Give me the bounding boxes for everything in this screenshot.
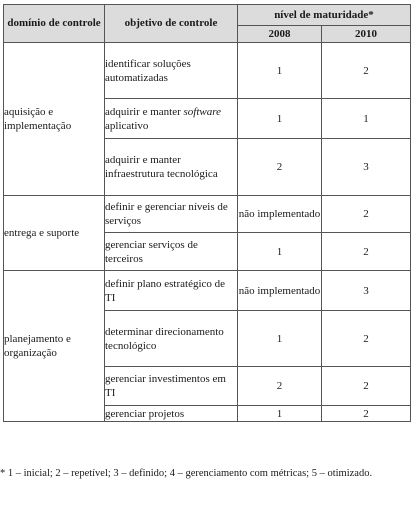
header-domain: domínio de controle xyxy=(4,5,105,43)
value-2010-cell: 2 xyxy=(322,406,411,422)
header-maturity: nível de maturidade* xyxy=(238,5,411,26)
header-objective: objetivo de controle xyxy=(105,5,238,43)
objective-cell: determinar direcionamento tecnológico xyxy=(105,311,238,367)
table-row xyxy=(4,43,411,99)
value-2010-cell: 2 xyxy=(322,367,411,406)
objective-cell: gerenciar investimentos em TI xyxy=(105,367,238,406)
footnote: * 1 – inicial; 2 – repetível; 3 – definido; 4 – gerenciamento com métricas; 5 – otimizado. xyxy=(0,468,373,479)
objective-cell: definir e gerenciar níveis de serviços xyxy=(105,196,238,233)
value-2008-cell: não implementado xyxy=(238,271,322,311)
maturity-table xyxy=(3,4,411,422)
value-2008-cell: 1 xyxy=(238,406,322,422)
value-2008-cell: não implementado xyxy=(238,196,322,233)
table-row xyxy=(4,196,411,233)
value-2010-cell: 1 xyxy=(322,99,411,139)
objective-text: adquirir e manter xyxy=(105,105,184,118)
objective-cell: gerenciar projetos xyxy=(105,406,238,422)
objective-cell: definir plano estratégico de TI xyxy=(105,271,238,311)
domain-cell: aquisição e implementação xyxy=(4,43,105,196)
value-2010-cell: 2 xyxy=(322,311,411,367)
value-2008-cell: 2 xyxy=(238,367,322,406)
table-row xyxy=(4,271,411,311)
objective-cell: gerenciar serviços de terceiros xyxy=(105,233,238,271)
value-2010-cell: 2 xyxy=(322,233,411,271)
objective-text: aplicativo xyxy=(105,119,149,132)
header-year-2008: 2008 xyxy=(238,26,322,43)
header-year-2010: 2010 xyxy=(322,26,411,43)
value-2010-cell: 2 xyxy=(322,43,411,99)
objective-cell: identificar soluções automatizadas xyxy=(105,43,238,99)
value-2008-cell: 2 xyxy=(238,139,322,196)
objective-italic-text: software xyxy=(183,105,221,118)
objective-cell: adquirir e manter infraestrutura tecnológica xyxy=(105,139,238,196)
objective-cell xyxy=(105,99,238,139)
value-2008-cell: 1 xyxy=(238,99,322,139)
domain-cell: planejamento e organização xyxy=(4,271,105,422)
value-2008-cell: 1 xyxy=(238,43,322,99)
value-2010-cell: 3 xyxy=(322,271,411,311)
value-2008-cell: 1 xyxy=(238,233,322,271)
value-2010-cell: 2 xyxy=(322,196,411,233)
value-2008-cell: 1 xyxy=(238,311,322,367)
value-2010-cell: 3 xyxy=(322,139,411,196)
domain-cell: entrega e suporte xyxy=(4,196,105,271)
